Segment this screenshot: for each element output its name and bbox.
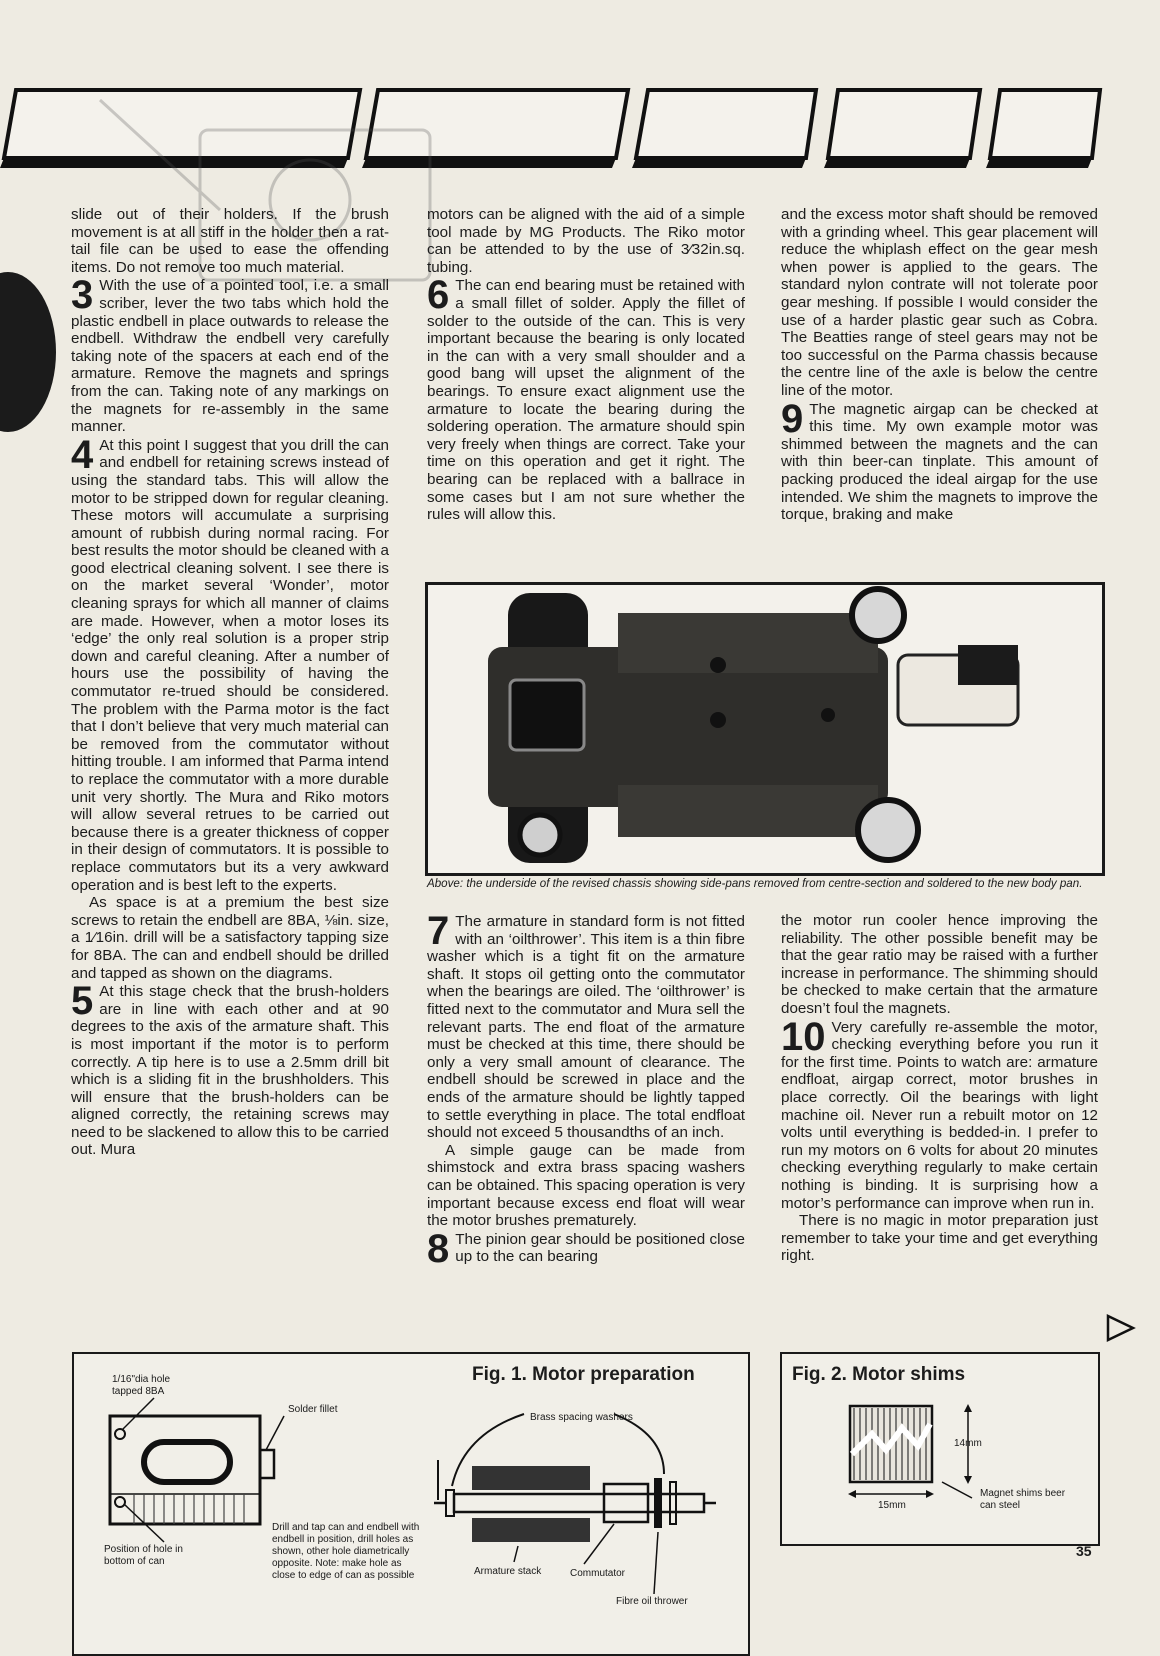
paragraph: and the excess motor shaft should be removed with a grinding wheel. This gear placement will reduce the whiplash effect on the gear mesh when power is applied to the gears. The standard nylon contrate will not tolerate poor gear meshing. If possible I would consider the use of a harder plastic gear such as Cobra. The Beatties range of steel gears may not be too successful on the Parma chassis because the centre line of the axle is below the centre line of the motor. [781,206,1098,399]
paragraph: slide out of their holders. If the brush movement is at all stiff in the holder then a rat-tail file can be used to ease the offending items. Do not remove too much material. [71,206,389,276]
step-4 [71,432,389,894]
label-width: 15mm [878,1500,906,1511]
step-number: 3 [71,273,94,318]
figure-1-motor-preparation [72,1352,750,1656]
step-number: 6 [427,273,450,318]
label-drill-note: Drill and tap can and endbell with endbell in position, drill holes as shown, other hole diametrically opposite. Note: make hole as close to edge of can as possible [272,1522,420,1581]
column-3-top [781,206,1098,579]
paragraph: motors can be aligned with the aid of a simple tool made by MG Products. The Riko motor can be attended to by the use of 3⁄32in.sq. tubing. [427,206,745,276]
step-number: 10 [781,1014,826,1059]
step-text: Very carefully re-assemble the motor, checking everything before you run it for the first time. Points to watch are: armature endfloat, airgap correct, motor brushes in place correctly. Oil the bearings with light machine oil. Never run a rebuilt motor on 12 volts until everything is bedded-in. I prefer to run my motors on 6 volts for about 20 minutes checking everything regularly to make certain nothing is binding. It is surprising how a motor’s performance can improve when run in. [781,1018,1098,1212]
step-number: 7 [427,912,450,953]
step-text: At this stage check that the brush-holders are in line with each other and at 90 degrees to the axis of the armature shaft. This is most important if the motor is to perform correctly. A tip here is to use a 2.5mm drill bit which is a sliding fit in the brushholders. This will ensure that the brush-holders can be aligned correctly, the retaining screws may need to be slackened to allow this to be carried out. Mura [71,983,389,1159]
page-number: 35 [1076,1543,1092,1559]
step-text: With the use of a pointed tool, i.e. a small scriber, lever the two tabs which hold the plastic endbell in place outwards to release the endbell. Withdraw the endbell very carefully taking note of the spacers at each end of the armature. Remove the magnets and springs from the can. Taking note of any markings on the magnets for re-assembly in the same manner. [71,277,389,436]
step-3 [71,273,389,436]
paragraph: As space is at a premium the best size screws to retain the endbell are 8BA, ⅛in. size, a 1⁄16in. drill will be a satisfactory tapping size for 8BA. The can and endbell should be drilled and tapped as shown on the diagrams. [71,894,389,982]
label-solder-fillet: Solder fillet [288,1404,338,1415]
label-position-of-hole: Position of hole in bottom of can [104,1544,183,1567]
edge-disc-graphic [0,272,56,432]
step-text: The magnetic airgap can be checked at this time. My own example motor was shimmed between the magnets and the can with thin beer-can tinplate. This amount of packing produced the ideal airgap for the use intended. We shim the magnets to improve the torque, braking and make [781,400,1098,524]
step-5 [71,979,389,1159]
label-brass-washers: Brass spacing washers [530,1412,633,1423]
step-text: The can end bearing must be retained with a small fillet of solder. Apply the fillet of solder to the outside of the can. This is very important because the bearing is only located in the can with a very small shoulder and a good bang will upset the alignment of the bearings. To ensure exact alignment use the armature to locate the bearing during the soldering operation. The armature should spin very freely when things are correct. Take your time on this operation and get it right. The bearing can be replaced with a ballrace in some cases but I am not sure whether the rules will allow this. [427,277,745,524]
paragraph: the motor run cooler hence improving the reliability. The other possible benefit may be that the gear ratio may be raised with a further increase in performance. The shimming should be checked to make certain that the armature doesn’t foul the magnets. [781,912,1098,1017]
paragraph: There is no magic in motor preparation just remember to take your time and get everything right. [781,1212,1098,1265]
label-hole: 1/16"dia hole tapped 8BA [112,1374,171,1397]
photo-caption: Above: the underside of the revised chassis showing side-pans removed from centre-section and soldered to the new body pan. [427,877,1083,890]
label-commutator: Commutator [570,1568,626,1579]
continue-arrow-icon [1106,1313,1136,1343]
step-number: 8 [427,1226,450,1271]
step-text: The pinion gear should be positioned close up to the can bearing [455,1230,745,1266]
step-number: 9 [781,396,804,441]
column-2-bottom [427,912,745,1340]
step-8 [427,1226,745,1271]
step-9 [781,396,1098,524]
column-1 [71,206,389,1344]
label-armature-stack: Armature stack [474,1566,542,1577]
step-text: At this point I suggest that you drill the can and endbell for retaining screws instead of using the standard tabs. This will allow the motor to be stripped down for regular cleaning. These motors will accumulate a surprising amount of rubbish during normal racing. For best results the motor should be cleaned with a good electrical cleaning solvent. I see there is on the market several ‘Wonder’, motor cleaning sprays for which all manner of claims are made. However, when a motor loses its ‘edge’ the only real solution is a proper strip down and careful cleaning. After a number of hours use the possibility of having the commutator re-trued should be considered. The problem with the Parma motor is the fact that I don’t believe that very much material can be removed from the commutator without hitting trouble. I am informed that Parma intend to replace the commutator with a more durable unit very shortly. The Mura and Riko motors will allow several retrues to be carried out because there is a greater thickness of copper in their design of commutators. It is possible to replace commutators but its a very awkward operation and is best left to the experts. [71,436,389,894]
label-height: 14mm [954,1438,982,1449]
column-2-top [427,206,745,579]
step-10 [781,1014,1098,1213]
step-6 [427,273,745,524]
paragraph: A simple gauge can be made from shimstock and extra brass spacing washers can be obtained. This spacing operation is very important because excess end float will wear the motor brushes prematurely. [427,1141,745,1230]
step-number: 5 [71,979,94,1024]
step-7 [427,913,745,1142]
label-magnet-shims: Magnet shims beer can steel [980,1488,1066,1511]
column-3-bottom [781,912,1098,1340]
label-fibre-oil-thrower: Fibre oil thrower [616,1596,688,1607]
figure-2-motor-shims [780,1352,1100,1546]
figure-title: Fig. 2. Motor shims [792,1364,966,1385]
step-number: 4 [71,432,94,477]
chassis-illustration [428,585,1102,873]
figure-title: Fig. 1. Motor preparation [472,1364,695,1385]
shim-diagram [782,1354,1098,1544]
motor-diagram [74,1354,748,1654]
step-text: The armature in standard form is not fitted with an ‘oilthrower’. This item is a thin fibre washer which is a tight fit on the armature shaft. It stops oil getting onto the commutator when the bearings are oiled. The ‘oilthrower’ is fitted next to the commutator and Mura sell the relevant parts. The end float of the armature must be checked at this time, there should be only a very small amount of clearance. The endbell should be screwed in place and the ends of the armature should be lightly tapped to settle everything in place. The total endfloat should not exceed 5 thousandths of an inch. [427,913,745,1142]
chassis-photo [425,582,1105,876]
